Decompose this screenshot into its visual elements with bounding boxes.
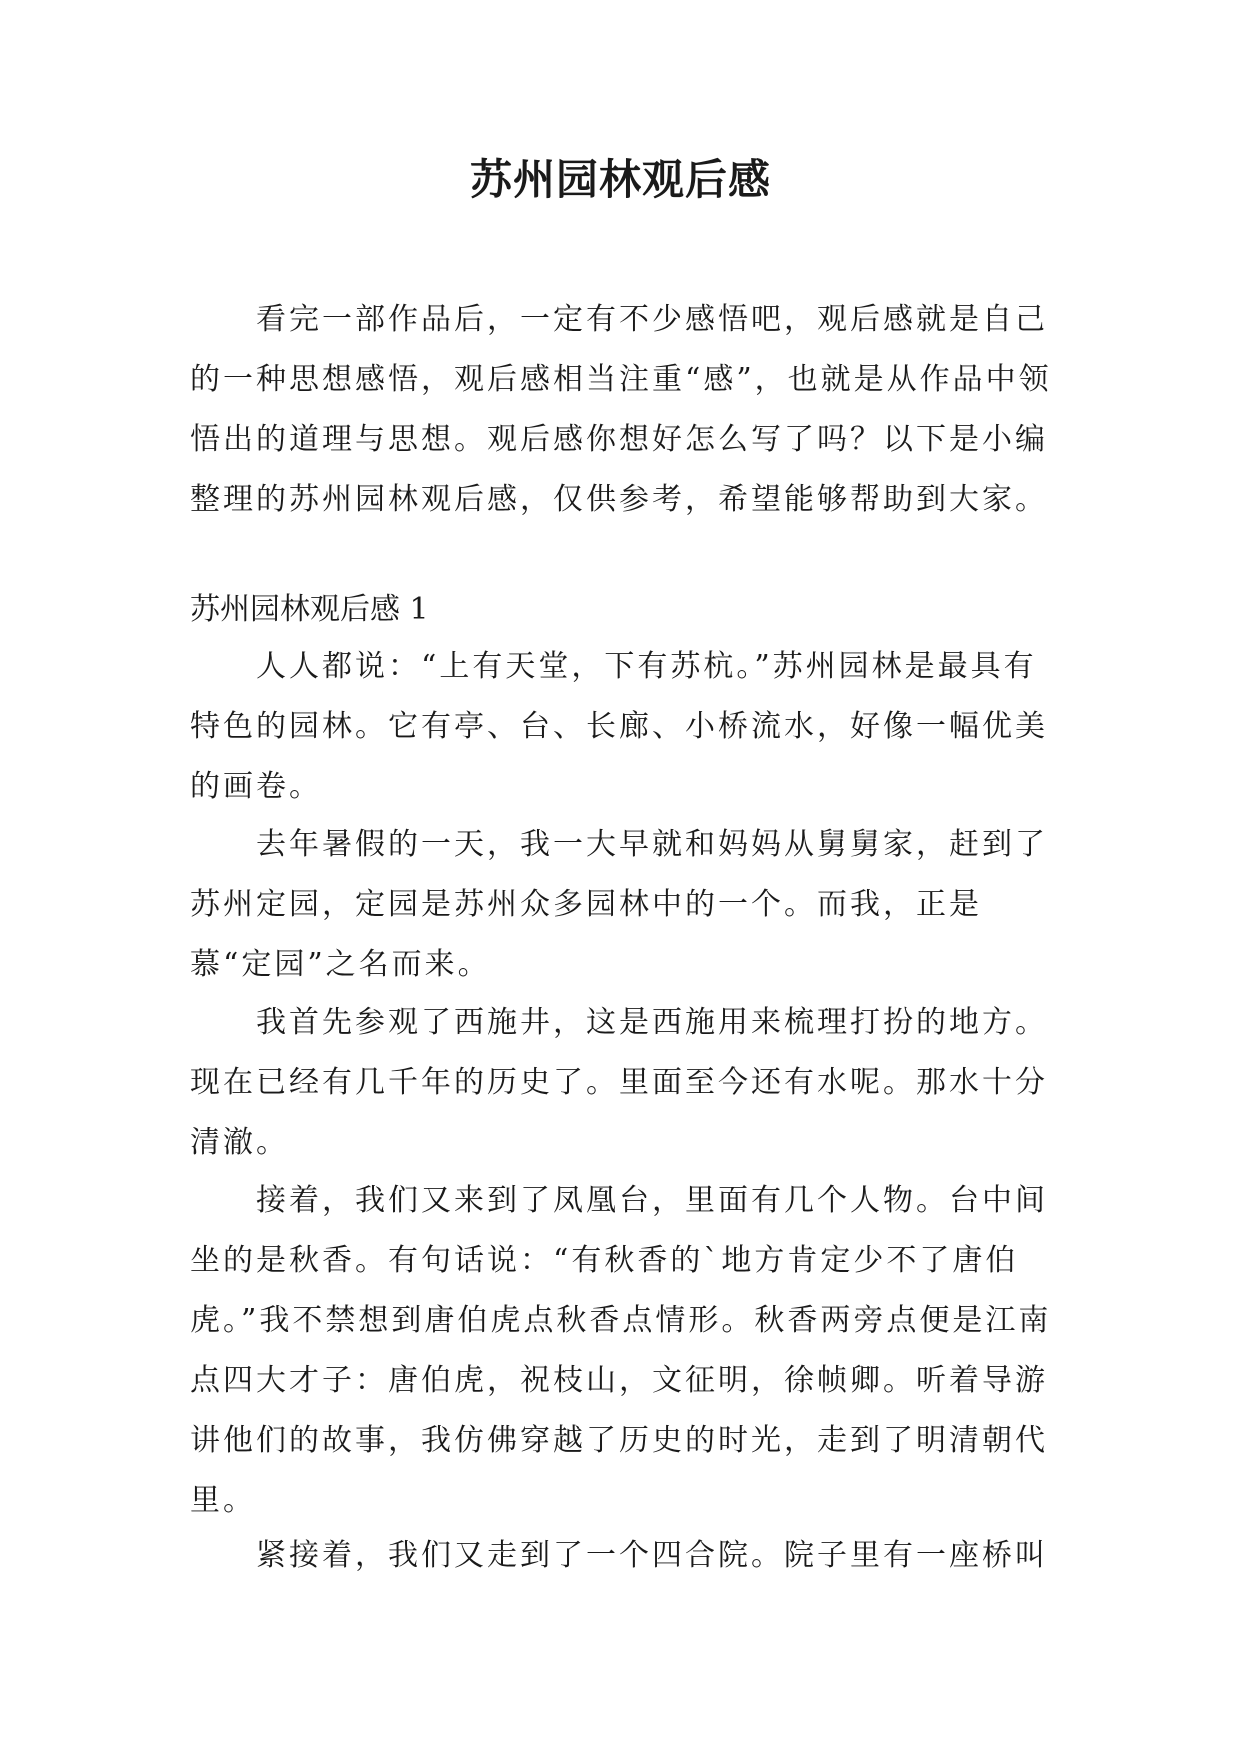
body-paragraph-1: 人人都说：“上有天堂，下有苏杭。”苏州园林是最具有特色的园林。它有亭、台、长廊、小桥流水，好像一幅优美的画卷。 [190,649,1048,804]
section-title: 苏州园林观后感 1 [190,592,429,627]
body-paragraph-2: 去年暑假的一天，我一大早就和妈妈从舅舅家，赶到了苏州定园，定园是苏州众多园林中的一个。而我，正是慕“定园”之名而来。 [190,827,1048,982]
intro-paragraph: 看完一部作品后，一定有不少感悟吧，观后感就是自己的一种思想感悟，观后感相当注重“感”，也就是从作品中领悟出的道理与思想。观后感你想好怎么写了吗？以下是小编整理的苏州园林观后感，仅供参考，希望能够帮助到大家。 [190,302,1052,517]
document-title: 苏州园林观后感 [469,155,771,204]
body-paragraph-3: 我首先参观了西施井，这是西施用来梳理打扮的地方。现在已经有几千年的历史了。里面至今还有水呢。那水十分清澈。 [190,1005,1048,1160]
body-paragraph-4: 接着，我们又来到了凤凰台，里面有几个人物。台中间坐的是秋香。有句话说：“有秋香的`地方肯定少不了唐伯虎。”我不禁想到唐伯虎点秋香点情形。秋香两旁点便是江南点四大才子：唐伯虎，祝枝山，文征明，徐帧卿。听着导游讲他们的故事，我仿佛穿越了历史的时光，走到了明清朝代里。 [190,1183,1052,1518]
body-paragraph-5: 紧接着，我们又走到了一个四合院。院子里有一座桥叫 [256,1538,1048,1573]
